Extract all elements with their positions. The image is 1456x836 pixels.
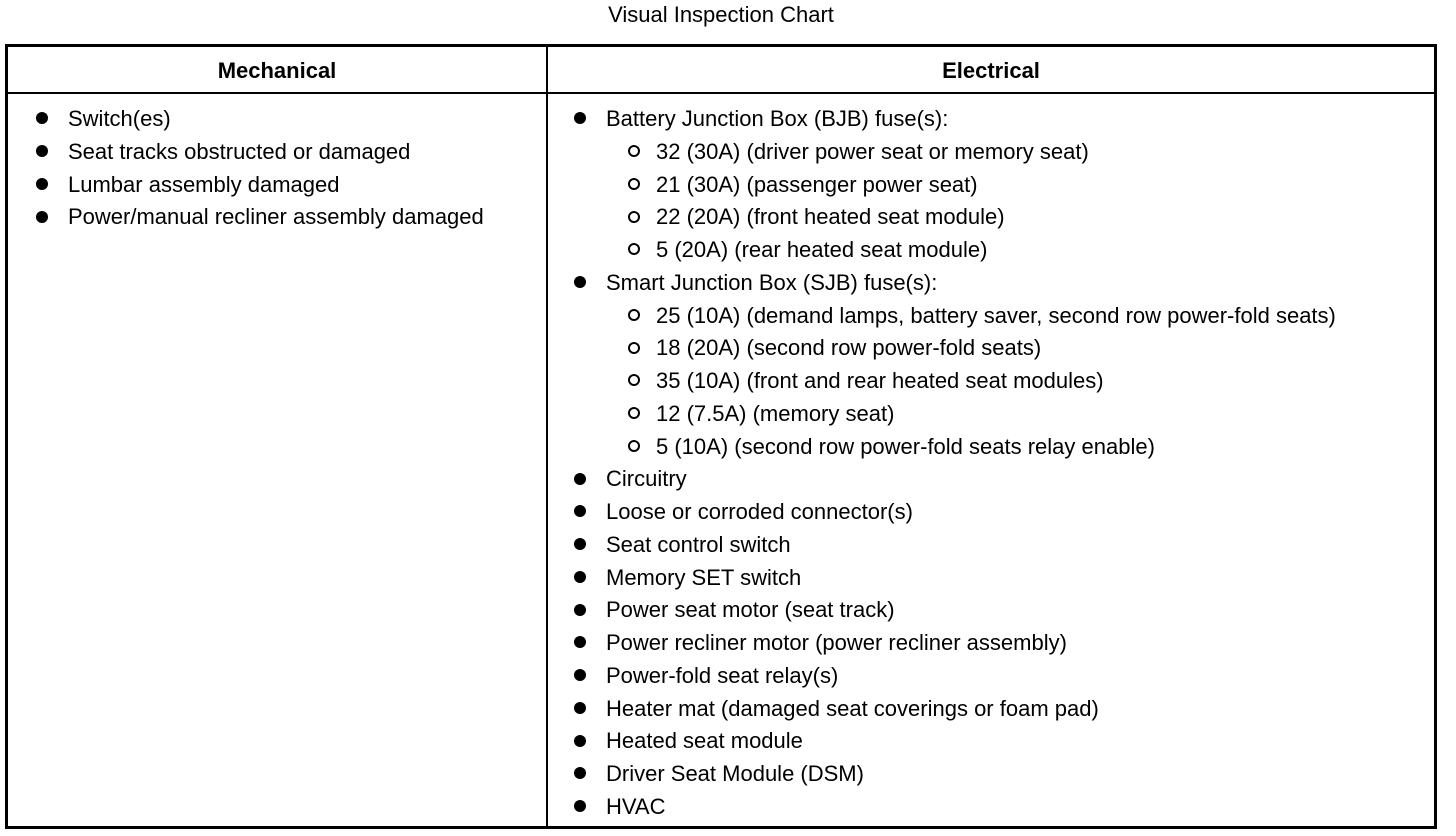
item-label: Seat control switch [606, 531, 791, 557]
filled-bullet-icon [574, 604, 586, 616]
hollow-circle-bullet-icon [628, 407, 640, 419]
hollow-circle-bullet-icon [628, 178, 640, 190]
item-label: Smart Junction Box (SJB) fuse(s): [606, 269, 938, 295]
electrical-item [572, 562, 1336, 595]
electrical-subitem [572, 169, 1336, 202]
item-label: 22 (20A) (front heated seat module) [656, 204, 1005, 230]
filled-bullet-icon [574, 571, 586, 583]
chart-title: Visual Inspection Chart [608, 2, 834, 27]
filled-bullet-icon [574, 538, 586, 550]
item-label: Driver Seat Module (DSM) [606, 761, 864, 786]
item-label: Heater mat (damaged seat coverings or foam pad) [606, 695, 1099, 721]
electrical-item [572, 725, 1336, 758]
item-label: Heated seat module [606, 728, 803, 754]
filled-bullet-icon [574, 800, 586, 812]
electrical-item [572, 758, 1336, 791]
filled-bullet-icon [574, 735, 586, 747]
electrical-subitem [572, 201, 1336, 234]
column-divider [546, 47, 548, 826]
filled-bullet-icon [574, 505, 586, 517]
inspection-table [5, 44, 1437, 829]
header-divider [8, 92, 1434, 94]
hollow-circle-bullet-icon [628, 145, 640, 157]
electrical-column-header: Electrical [942, 58, 1040, 83]
electrical-item [572, 267, 1336, 300]
hollow-circle-bullet-icon [628, 243, 640, 255]
hollow-circle-bullet-icon [628, 309, 640, 321]
item-label: Power-fold seat relay(s) [606, 662, 839, 688]
electrical-item [572, 627, 1336, 660]
hollow-circle-bullet-icon [628, 440, 640, 452]
item-label: 32 (30A) (driver power seat or memory seat) [656, 138, 1089, 164]
filled-bullet-icon [574, 112, 586, 124]
item-label: Switch(es) [68, 106, 171, 131]
mechanical-item [34, 103, 484, 136]
item-label: Power recliner motor (power recliner assembly) [606, 630, 1067, 655]
item-label: 21 (30A) (passenger power seat) [656, 171, 978, 197]
item-label: Battery Junction Box (BJB) fuse(s): [606, 106, 949, 131]
electrical-subitem [572, 431, 1336, 464]
item-label: 5 (10A) (second row power-fold seats relay enable) [656, 433, 1155, 459]
hollow-circle-bullet-icon [628, 342, 640, 354]
electrical-items-list [572, 103, 1336, 824]
item-label: Loose or corroded connector(s) [606, 499, 913, 524]
electrical-item [572, 496, 1336, 529]
electrical-item [572, 103, 1336, 136]
filled-bullet-icon [36, 211, 48, 223]
electrical-item [572, 463, 1336, 496]
item-label: Seat tracks obstructed or damaged [68, 138, 411, 164]
item-label: Circuitry [606, 466, 687, 492]
item-label: Power seat motor (seat track) [606, 597, 895, 623]
filled-bullet-icon [574, 473, 586, 485]
electrical-subitem [572, 365, 1336, 398]
mechanical-item [34, 136, 484, 169]
electrical-item [572, 529, 1336, 562]
item-label: HVAC [606, 793, 666, 819]
filled-bullet-icon [36, 145, 48, 157]
mechanical-items-list [34, 103, 484, 234]
filled-bullet-icon [574, 636, 586, 648]
mechanical-column-header: Mechanical [217, 58, 337, 83]
electrical-item [572, 791, 1336, 824]
electrical-subitem [572, 234, 1336, 267]
electrical-subitem [572, 398, 1336, 431]
filled-bullet-icon [574, 702, 586, 714]
hollow-circle-bullet-icon [628, 374, 640, 386]
item-label: Power/manual recliner assembly damaged [68, 204, 484, 230]
electrical-item [572, 693, 1336, 726]
filled-bullet-icon [36, 178, 48, 190]
item-label: 18 (20A) (second row power-fold seats) [656, 335, 1042, 361]
filled-bullet-icon [574, 767, 586, 779]
filled-bullet-icon [574, 276, 586, 288]
hollow-circle-bullet-icon [628, 211, 640, 223]
electrical-item [572, 660, 1336, 693]
electrical-item [572, 594, 1336, 627]
item-label: 5 (20A) (rear heated seat module) [656, 237, 988, 262]
filled-bullet-icon [36, 112, 48, 124]
item-label: 35 (10A) (front and rear heated seat modules) [656, 368, 1104, 393]
electrical-subitem [572, 332, 1336, 365]
item-label: Memory SET switch [606, 564, 802, 590]
item-label: 12 (7.5A) (memory seat) [656, 400, 895, 426]
mechanical-item [34, 169, 484, 202]
mechanical-item [34, 201, 484, 234]
electrical-subitem [572, 300, 1336, 333]
item-label: 25 (10A) (demand lamps, battery saver, second row power-fold seats) [656, 302, 1336, 328]
item-label: Lumbar assembly damaged [68, 171, 340, 197]
electrical-subitem [572, 136, 1336, 169]
filled-bullet-icon [574, 669, 586, 681]
